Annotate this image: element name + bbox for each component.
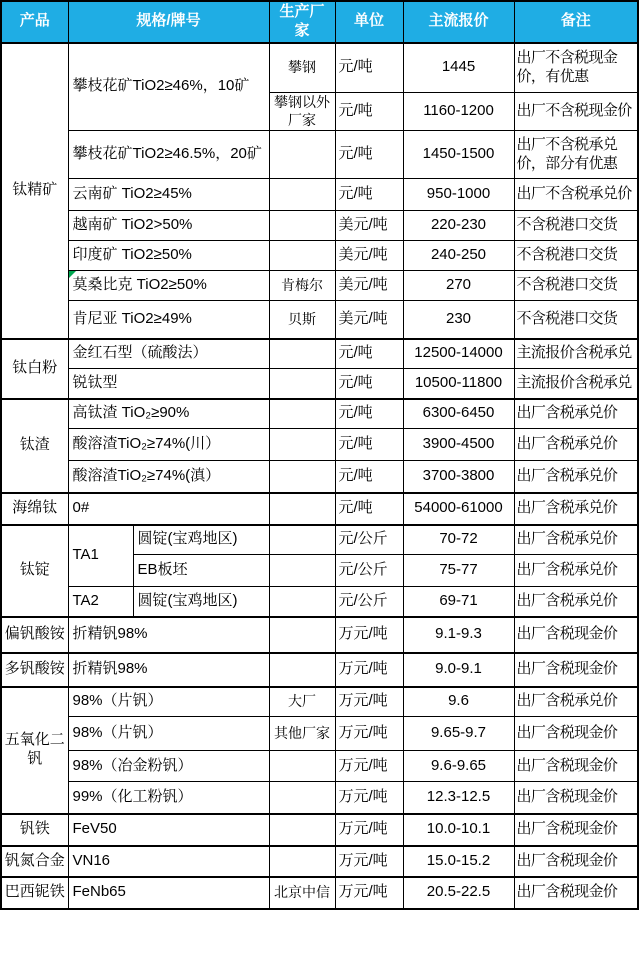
spec-cell: 98%（片钒） [68,687,269,717]
price-cell: 1160-1200 [403,93,514,131]
producer-cell [269,846,335,877]
unit-cell: 元/吨 [335,369,403,399]
table-row [1,782,638,814]
spec-cell: 酸溶渣TiO₂≥74%(川） [68,429,269,461]
note-cell: 主流报价含税承兑 [514,369,638,399]
spec-cell [68,271,269,301]
product-cell: 钛渣 [1,399,68,493]
spec-cell: 攀枝花矿TiO2≥46%，10矿 [68,43,269,131]
producer-cell [269,461,335,493]
price-cell: 9.1-9.3 [403,617,514,653]
product-cell: 钛锭 [1,525,68,617]
unit-cell: 万元/吨 [335,717,403,751]
note-cell: 出厂不含税现金价 [514,93,638,131]
unit-cell: 元/公斤 [335,525,403,555]
table-row [1,687,638,717]
header-cell-unit: 单位 [335,1,403,43]
table-row [1,339,638,369]
price-cell: 270 [403,271,514,301]
price-cell: 1450-1500 [403,131,514,179]
spec-cell: 越南矿 TiO2>50% [68,211,269,241]
producer-cell [269,525,335,555]
note-cell: 出厂含税承兑价 [514,525,638,555]
note-cell: 出厂含税现金价 [514,751,638,782]
spec-cell: FeV50 [68,814,269,846]
header-cell-note: 备注 [514,1,638,43]
table-row [1,429,638,461]
note-cell: 不含税港口交货 [514,301,638,339]
producer-cell: 北京中信 [269,877,335,909]
spec-cell: 云南矿 TiO2≥45% [68,179,269,211]
unit-cell: 万元/吨 [335,751,403,782]
spec-cell: 99%（化工粉钒） [68,782,269,814]
producer-cell: 肯梅尔 [269,271,335,301]
table-row [1,301,638,339]
producer-cell: 攀钢以外厂家 [269,93,335,131]
unit-cell: 美元/吨 [335,271,403,301]
unit-cell: 元/吨 [335,399,403,429]
unit-cell: 元/吨 [335,461,403,493]
note-cell: 出厂含税承兑价 [514,429,638,461]
producer-cell [269,399,335,429]
unit-cell: 元/吨 [335,43,403,93]
price-cell: 15.0-15.2 [403,846,514,877]
spec-cell: 折精钒98% [68,653,269,687]
price-cell: 20.5-22.5 [403,877,514,909]
table-row [1,211,638,241]
producer-cell [269,429,335,461]
price-cell: 9.0-9.1 [403,653,514,687]
spec-cell: 圆锭(宝鸡地区) [133,587,269,617]
note-cell: 出厂含税承兑价 [514,461,638,493]
header-cell-spec: 规格/牌号 [68,1,269,43]
price-cell: 9.65-9.7 [403,717,514,751]
grade-cell: TA1 [68,525,133,587]
header-row [1,1,638,43]
price-cell: 220-230 [403,211,514,241]
producer-cell: 攀钢 [269,43,335,93]
note-cell: 出厂含税现金价 [514,814,638,846]
producer-cell [269,617,335,653]
table-row [1,587,638,617]
product-cell: 多钒酸铵 [1,653,68,687]
note-cell: 出厂不含税现金价，有优惠 [514,43,638,93]
producer-cell [269,653,335,687]
unit-cell: 美元/吨 [335,211,403,241]
producer-cell [269,131,335,179]
price-cell: 10500-11800 [403,369,514,399]
unit-cell: 万元/吨 [335,653,403,687]
producer-cell [269,782,335,814]
price-cell: 950-1000 [403,179,514,211]
note-cell: 出厂含税现金价 [514,877,638,909]
unit-cell: 元/吨 [335,493,403,525]
table-row [1,846,638,877]
note-cell: 出厂含税承兑价 [514,687,638,717]
product-cell: 巴西铌铁 [1,877,68,909]
note-cell: 不含税港口交货 [514,241,638,271]
spec-cell: FeNb65 [68,877,269,909]
spec-cell: 金红石型（硫酸法） [68,339,269,369]
table-row [1,493,638,525]
producer-cell [269,241,335,271]
unit-cell: 美元/吨 [335,301,403,339]
spec-cell: 折精钒98% [68,617,269,653]
unit-cell: 元/吨 [335,93,403,131]
spec-text: 莫桑比克 TiO2≥50% [72,276,207,294]
table-row [1,399,638,429]
producer-cell [269,751,335,782]
note-cell: 不含税港口交货 [514,271,638,301]
producer-cell: 贝斯 [269,301,335,339]
producer-cell [269,211,335,241]
price-cell: 9.6 [403,687,514,717]
spec-cell: VN16 [68,846,269,877]
note-cell: 出厂含税现金价 [514,782,638,814]
price-cell: 6300-6450 [403,399,514,429]
note-cell: 主流报价含税承兑 [514,339,638,369]
price-cell: 75-77 [403,555,514,587]
unit-cell: 元/公斤 [335,587,403,617]
unit-cell: 元/公斤 [335,555,403,587]
note-cell: 出厂含税现金价 [514,617,638,653]
table-row [1,43,638,93]
product-cell: 钒氮合金 [1,846,68,877]
producer-cell [269,369,335,399]
price-cell: 12500-14000 [403,339,514,369]
unit-cell: 万元/吨 [335,846,403,877]
unit-cell: 万元/吨 [335,814,403,846]
product-cell: 钛白粉 [1,339,68,399]
table-row [1,525,638,555]
unit-cell: 万元/吨 [335,782,403,814]
table-row [1,877,638,909]
product-cell: 海绵钛 [1,493,68,525]
table-row [1,461,638,493]
table-row [1,717,638,751]
price-cell: 9.6-9.65 [403,751,514,782]
producer-cell [269,555,335,587]
producer-cell: 其他厂家 [269,717,335,751]
table-row [1,271,638,301]
spec-cell: EB板坯 [133,555,269,587]
unit-cell: 元/吨 [335,131,403,179]
spec-cell: 圆锭(宝鸡地区) [133,525,269,555]
unit-cell: 万元/吨 [335,877,403,909]
spec-cell: 高钛渣 TiO₂≥90% [68,399,269,429]
producer-cell [269,587,335,617]
table-row [1,131,638,179]
price-cell: 70-72 [403,525,514,555]
table-row [1,751,638,782]
product-cell: 钛精矿 [1,43,68,339]
spec-cell: 攀枝花矿TiO2≥46.5%，20矿 [68,131,269,179]
product-cell: 钒铁 [1,814,68,846]
price-cell: 1445 [403,43,514,93]
price-cell: 69-71 [403,587,514,617]
note-cell: 出厂含税承兑价 [514,587,638,617]
table-row [1,241,638,271]
header-cell-price: 主流报价 [403,1,514,43]
price-cell: 240-250 [403,241,514,271]
spec-cell: 98%（片钒） [68,717,269,751]
price-cell: 3900-4500 [403,429,514,461]
unit-cell: 元/吨 [335,179,403,211]
table-row [1,653,638,687]
unit-cell: 万元/吨 [335,687,403,717]
note-cell: 不含税港口交货 [514,211,638,241]
note-cell: 出厂不含税承兑价 [514,179,638,211]
unit-cell: 元/吨 [335,339,403,369]
spec-cell: 锐钛型 [68,369,269,399]
spec-cell: 酸溶渣TiO₂≥74%(滇） [68,461,269,493]
note-cell: 出厂含税承兑价 [514,555,638,587]
product-cell: 偏钒酸铵 [1,617,68,653]
table-row [1,179,638,211]
producer-cell [269,814,335,846]
note-cell: 出厂含税现金价 [514,846,638,877]
header-cell-producer: 生产厂家 [269,1,335,43]
price-cell: 3700-3800 [403,461,514,493]
comment-marker-icon [69,271,76,278]
header-cell-product: 产品 [1,1,68,43]
note-cell: 出厂含税现金价 [514,653,638,687]
note-cell: 出厂不含税承兑价，部分有优惠 [514,131,638,179]
unit-cell: 美元/吨 [335,241,403,271]
grade-cell: TA2 [68,587,133,617]
price-cell: 230 [403,301,514,339]
spec-cell: 印度矿 TiO2≥50% [68,241,269,271]
price-cell: 10.0-10.1 [403,814,514,846]
spec-cell: 肯尼亚 TiO2≥49% [68,301,269,339]
price-cell: 12.3-12.5 [403,782,514,814]
spec-cell: 98%（冶金粉钒） [68,751,269,782]
unit-cell: 万元/吨 [335,617,403,653]
table-row [1,369,638,399]
producer-cell [269,339,335,369]
note-cell: 出厂含税承兑价 [514,493,638,525]
table-row [1,617,638,653]
note-cell: 出厂含税承兑价 [514,399,638,429]
table-row [1,814,638,846]
note-cell: 出厂含税现金价 [514,717,638,751]
producer-cell: 大厂 [269,687,335,717]
product-cell: 五氧化二钒 [1,687,68,814]
producer-cell [269,179,335,211]
producer-cell [269,493,335,525]
price-cell: 54000-61000 [403,493,514,525]
spec-cell: 0# [68,493,269,525]
unit-cell: 元/吨 [335,429,403,461]
